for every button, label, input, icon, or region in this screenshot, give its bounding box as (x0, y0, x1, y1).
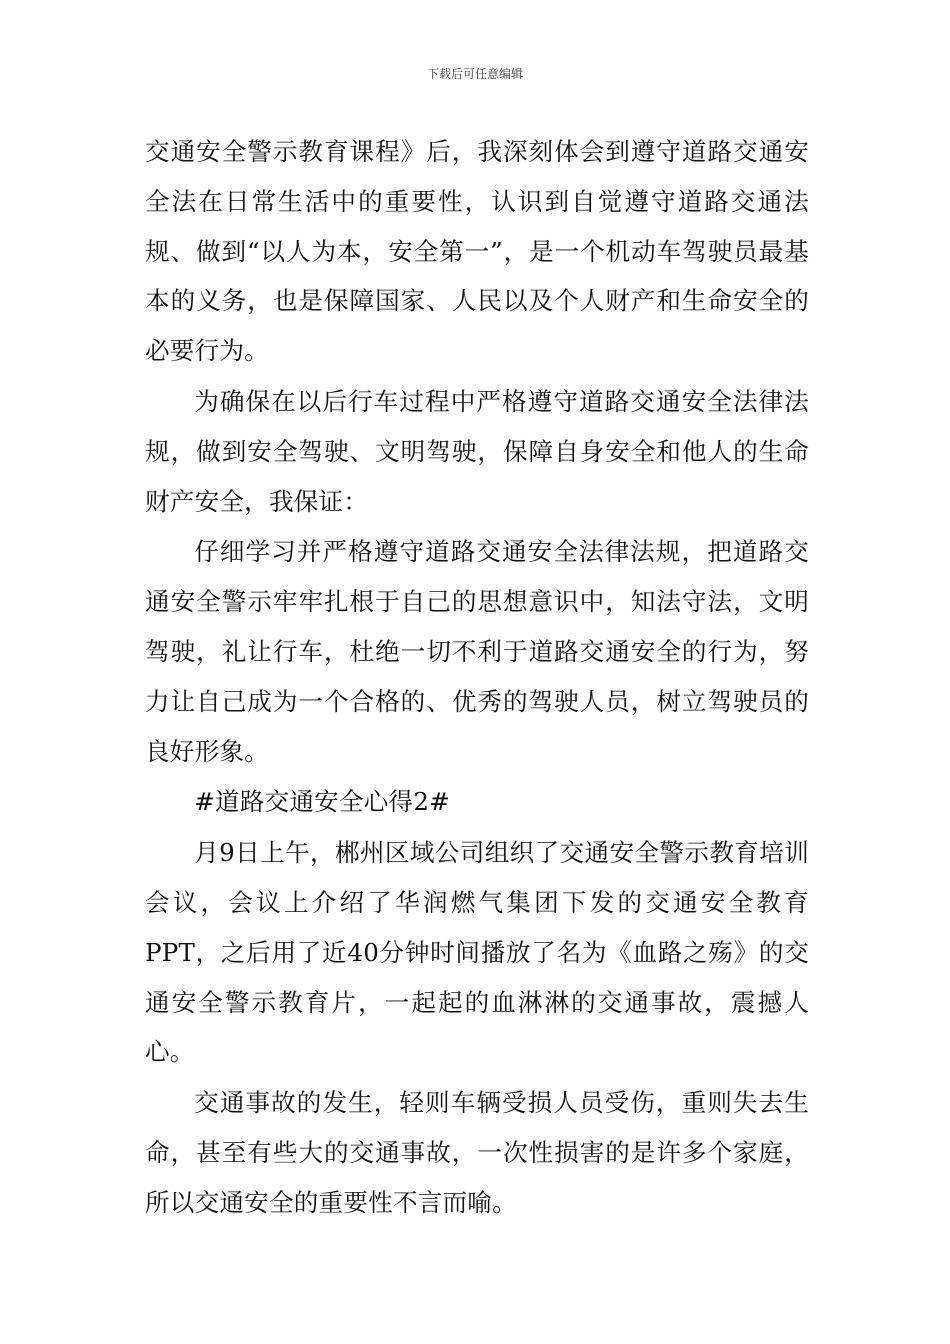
paragraph-4: 月9日上午，郴州区域公司组织了交通安全警示教育培训会议，会议上介绍了华润燃气集团下发的交通安全教育PPT，之后用了近40分钟时间播放了名为《血路之殇》的交通安全警示教育片，一起起的血淋淋的交通事故，震撼人心。 (145, 838, 809, 1067)
paragraph-1: 交通安全警示教育课程》后，我深刻体会到遵守道路交通安全法在日常生活中的重要性，认识到自觉遵守道路交通法规、做到“以人为本，安全第一”，是一个机动车驾驶员最基本的义务，也是保障国家、人民以及个人财产和生命安全的必要行为。 (145, 137, 809, 366)
paragraph-2: 为确保在以后行车过程中严格遵守道路交通安全法律法规，做到安全驾驶、文明驾驶，保障自身安全和他人的生命财产安全，我保证： (145, 386, 809, 516)
document-body (145, 127, 809, 1229)
paragraph-5: 交通事故的发生，轻则车辆受损人员受伤，重则失去生命，甚至有些大的交通事故，一次性损害的是许多个家庭，所以交通安全的重要性不言而喻。 (145, 1088, 809, 1217)
page-header-note: 下载后可任意编辑 (426, 67, 523, 81)
paragraph-3: 仔细学习并严格遵守道路交通安全法律法规，把道路交通安全警示牢牢扎根于自己的思想意识中，知法守法，文明驾驶，礼让行车，杜绝一切不利于道路交通安全的行为，努力让自己成为一个合格的、优秀的驾驶人员，树立驾驶员的良好形象。 (145, 537, 809, 766)
section-heading: #道路交通安全心得2# (194, 787, 450, 817)
